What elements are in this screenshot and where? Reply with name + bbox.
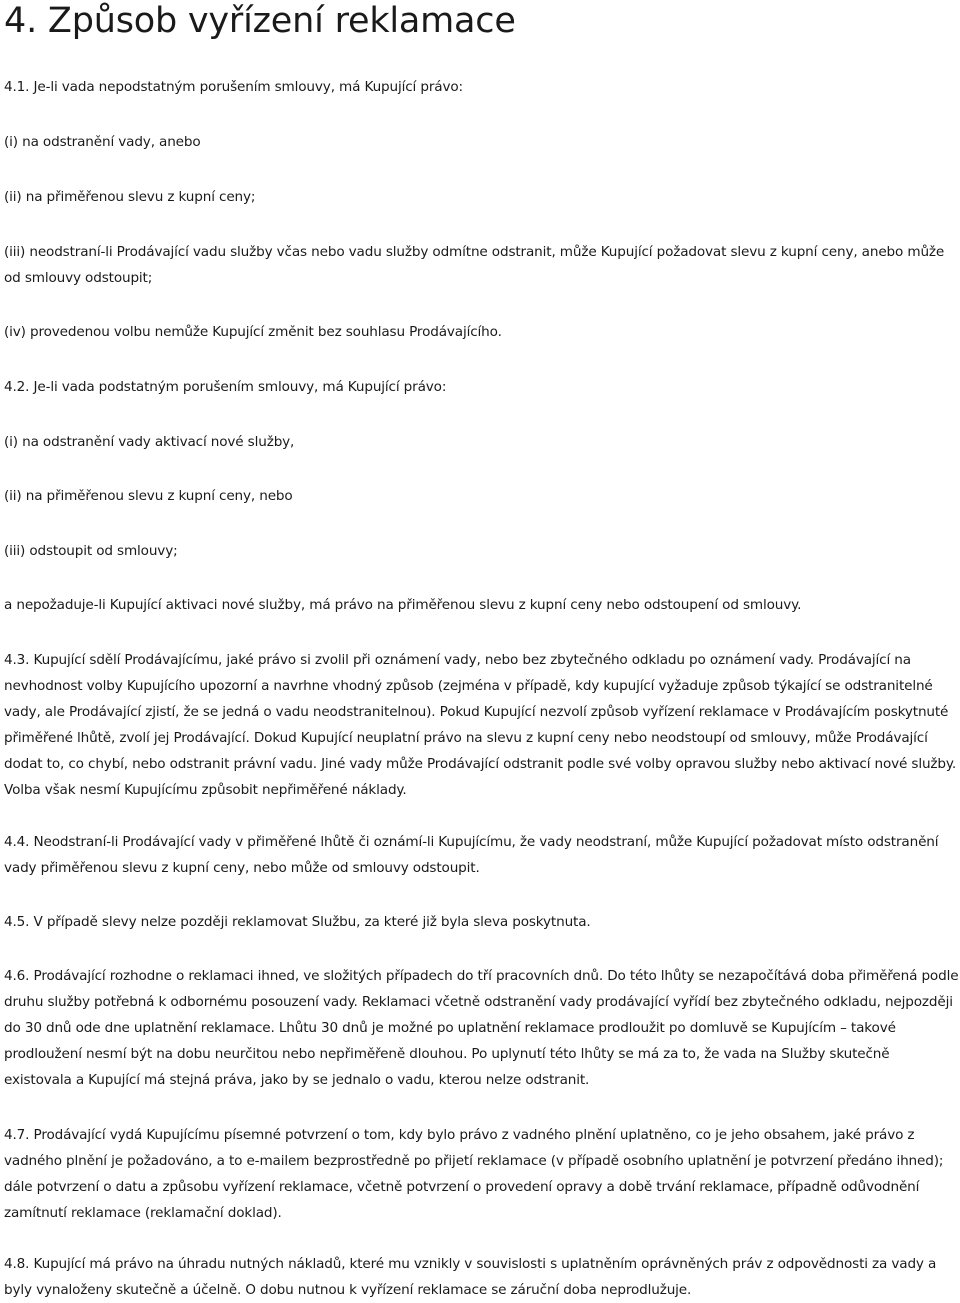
- paragraph-4-2: 4.2. Je-li vada podstatným porušením smlouvy, má Kupující právo:: [4, 379, 447, 395]
- paragraph-4-6: 4.6. Prodávající rozhodne o reklamaci ihned, ve složitých případech do tří pracovních dnů. Do této lhůty se nezapočítává doba přiměřená podle druhu služby potřebná k odbornému posouzení vady. Reklamaci včetně odstranění vady prodávající vyřídí bez zbytečného odkladu, nejpozději do 30 dnů ode dne uplatnění reklamace. Lhůtu 30 dnů je možné po uplatnění reklamace prodloužit po domluvě se Kupujícím – takové prodloužení nesmí být na dobu neurčitou nebo nepřiměřeně dlouhou. Po uplynutí této lhůty se má za to, že vada na Služby skutečně existovala a Kupující má stejná práva, jako by se jednalo o vadu, kterou nelze odstranit.: [4, 968, 959, 1088]
- paragraph-4-2-iii: (iii) odstoupit od smlouvy;: [4, 543, 178, 559]
- paragraph-4-7: 4.7. Prodávající vydá Kupujícímu písemné potvrzení o tom, kdy bylo právo z vadného plnění uplatněno, co je jeho obsahem, jaké právo z vadného plnění je požadováno, a to e-mailem bezprostředně po přijetí reklamace (v případě osobního uplatnění je potvrzení předáno ihned); dále potvrzení o datu a způsobu vyřízení reklamace, včetně potvrzení o provedení opravy a době trvání reklamace, případně odůvodnění zamítnutí reklamace (reklamační doklad).: [4, 1127, 944, 1221]
- paragraph-4-1-ii: (ii) na přiměřenou slevu z kupní ceny;: [4, 189, 256, 205]
- paragraph-4-5: 4.5. V případě slevy nelze později reklamovat Službu, za které již byla sleva poskytnuta.: [4, 914, 591, 930]
- paragraph-4-2-summary: a nepožaduje-li Kupující aktivaci nové služby, má právo na přiměřenou slevu z kupní ceny nebo odstoupení od smlouvy.: [4, 597, 802, 613]
- paragraph-4-4: 4.4. Neodstraní-li Prodávající vady v přiměřené lhůtě či oznámí-li Kupujícímu, že vady neodstraní, může Kupující požadovat místo odstranění vady přiměřenou slevu z kupní ceny, nebo může od smlouvy odstoupit.: [4, 834, 939, 876]
- paragraph-4-1-i: (i) na odstranění vady, anebo: [4, 134, 201, 150]
- paragraph-4-3: 4.3. Kupující sdělí Prodávajícímu, jaké právo si zvolil při oznámení vady, nebo bez zbytečného odkladu po oznámení vady. Prodávající na nevhodnost volby Kupujícího upozorní a navrhne vhodný způsob (zejména v případě, kdy kupující vyžaduje způsob týkající se odstranitelné vady, ale Prodávající zjistí, že se jedná o vadu neodstranitelnou). Pokud Kupující nezvolí způsob vyřízení reklamace v Prodávajícím poskytnuté přiměřené lhůtě, zvolí jej Prodávající. Dokud Kupující neuplatní právo na slevu z kupní ceny nebo neodstoupí od smlouvy, může Prodávající dodat to, co chybí, nebo odstranit právní vadu. Jiné vady může Prodávající odstranit podle své volby opravou služby nebo aktivací nové služby. Volba však nesmí Kupujícímu způsobit nepřiměřené náklady.: [4, 652, 957, 798]
- paragraph-4-8: 4.8. Kupující má právo na úhradu nutných nákladů, které mu vznikly v souvislosti s uplatněním oprávněných práv z odpovědnosti za vady a byly vynaloženy skutečně a účelně. O dobu nutnou k vyřízení reklamace se záruční doba neprodlužuje.: [4, 1256, 937, 1298]
- page-title: 4. Způsob vyřízení reklamace: [4, 1, 516, 41]
- paragraph-4-2-i: (i) na odstranění vady aktivací nové služby,: [4, 434, 295, 450]
- paragraph-4-1: 4.1. Je-li vada nepodstatným porušením smlouvy, má Kupující právo:: [4, 79, 463, 95]
- paragraph-4-1-iv: (iv) provedenou volbu nemůže Kupující změnit bez souhlasu Prodávajícího.: [4, 324, 502, 340]
- paragraph-4-2-ii: (ii) na přiměřenou slevu z kupní ceny, nebo: [4, 488, 293, 504]
- paragraph-4-1-iii: (iii) neodstraní-li Prodávající vadu služby včas nebo vadu služby odmítne odstranit, může Kupující požadovat slevu z kupní ceny, anebo může od smlouvy odstoupit;: [4, 244, 945, 286]
